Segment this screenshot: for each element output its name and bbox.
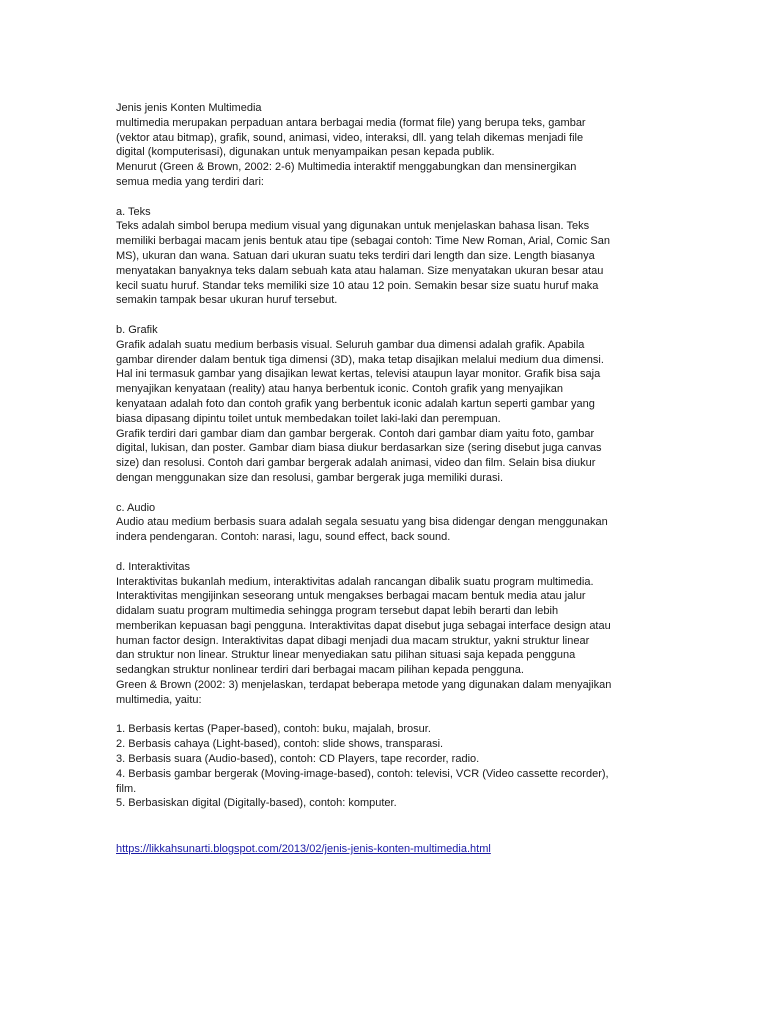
text-line: semakin tampak besar ukuran huruf tersebut.: [116, 294, 338, 307]
source-link[interactable]: https://likkahsunarti.blogspot.com/2013/02/jenis-jenis-konten-multimedia.html: [116, 843, 491, 856]
text-line: Menurut (Green & Brown, 2002: 2-6) Multimedia interaktif menggabungkan dan mensinergikan: [116, 161, 577, 174]
document-title: Jenis jenis Konten Multimedia: [116, 102, 262, 114]
list-item: 3. Berbasis suara (Audio-based), contoh: CD Players, tape recorder, radio.: [116, 753, 480, 766]
text-line: gambar dirender dalam bentuk tiga dimensi (3D), maka tetap disajikan melalui medium dua dimensi.: [116, 353, 604, 366]
intro-paragraph: [116, 116, 656, 190]
section-teks: [116, 205, 656, 309]
text-line: multimedia merupakan perpaduan antara berbagai media (format file) yang berupa teks, gambar: [116, 116, 586, 129]
text-line: Interaktivitas bukanlah medium, interaktivitas adalah rancangan dibalik suatu program multimedia.: [116, 575, 594, 588]
text-line: dan struktur non linear. Struktur linear menyediakan satu pilihan situasi saja kepada pengguna: [116, 649, 576, 662]
text-line: Green & Brown (2002: 3) menjelaskan, terdapat beberapa metode yang digunakan dalam menyajikan: [116, 679, 612, 692]
text-line: indera pendengaran. Contoh: narasi, lagu, sound effect, back sound.: [116, 531, 451, 544]
text-line: Teks adalah simbol berupa medium visual yang digunakan untuk menjelaskan bahasa lisan. Teks: [116, 220, 590, 233]
text-line: semua media yang terdiri dari:: [116, 175, 264, 188]
text-line: sedangkan struktur nonlinear terdiri dari berbagai macam pilihan kepada pengguna.: [116, 664, 524, 677]
list-item: 2. Berbasis cahaya (Light-based), contoh: slide shows, transparasi.: [116, 738, 444, 751]
text-line: biasa dipasang dipintu toilet untuk membedakan toilet laki-laki dan perempuan.: [116, 412, 501, 425]
text-line: digital, lukisan, dan poster. Gambar diam biasa diukur berdasarkan size (sering disebut juga canvas: [116, 442, 602, 455]
section-heading: b. Grafik: [116, 323, 158, 336]
text-line: Hal ini termasuk gambar yang disajikan lewat kertas, televisi ataupun layar monitor. Grafik bisa saja: [116, 368, 601, 381]
methods-list: [116, 722, 656, 811]
text-line: multimedia, yaitu:: [116, 693, 202, 706]
document-body: [116, 101, 656, 857]
text-line: Audio atau medium berbasis suara adalah segala sesuatu yang bisa didengar dengan menggunakan: [116, 516, 608, 529]
section-grafik: [116, 323, 656, 486]
text-line: (vektor atau bitmap), grafik, sound, animasi, video, interaksi, dll. yang telah dikemas menjadi file: [116, 131, 584, 144]
section-audio: [116, 501, 656, 545]
list-item: 5. Berbasiskan digital (Digitally-based), contoh: komputer.: [116, 797, 397, 810]
text-line: MS), ukuran dan wana. Satuan dari ukuran suatu teks terdiri dari length dan size. Length biasanya: [116, 249, 595, 262]
text-line: didalam suatu program multimedia sehingga program tersebut dapat lebih berarti dan lebih: [116, 605, 559, 618]
section-heading: d. Interaktivitas: [116, 560, 190, 573]
source-link-row: [116, 842, 656, 857]
text-line: menyajikan kenyataan (reality) atau hanya berbentuk iconic. Contoh grafik yang menyajikan: [116, 383, 563, 396]
list-item: 1. Berbasis kertas (Paper-based), contoh: buku, majalah, brosur.: [116, 723, 431, 736]
text-line: Grafik adalah suatu medium berbasis visual. Seluruh gambar dua dimensi adalah grafik. Apabila: [116, 338, 585, 351]
list-item: 4. Berbasis gambar bergerak (Moving-image-based), contoh: televisi, VCR (Video cassette recorder),: [116, 767, 609, 780]
text-line: digital (komputerisasi), digunakan untuk menyampaikan pesan kepada publik.: [116, 146, 495, 159]
text-line: kenyataan adalah foto dan contoh grafik yang berbentuk iconic adalah kartun seperti gambar yang: [116, 397, 595, 410]
text-line: size) dan resolusi. Contoh dari gambar bergerak adalah animasi, video dan film. Selain bisa diukur: [116, 457, 596, 470]
text-line: menyatakan banyaknya teks dalam sebuah kata atau halaman. Size menyatakan ukuran besar atau: [116, 264, 604, 277]
list-item: film.: [116, 782, 137, 795]
text-line: Grafik terdiri dari gambar diam dan gambar bergerak. Contoh dari gambar diam yaitu foto, gambar: [116, 427, 595, 440]
text-line: memberikan kepuasan bagi pengguna. Interaktivitas dapat disebut juga sebagai interface design atau: [116, 619, 611, 632]
text-line: Interaktivitas mengijinkan seseorang untuk mengakses berbagai macam bentuk media atau jalur: [116, 590, 586, 603]
text-line: kecil suatu huruf. Standar teks memiliki size 10 atau 12 poin. Semakin besar size suatu huruf maka: [116, 279, 599, 292]
section-heading: a. Teks: [116, 205, 151, 218]
section-interaktivitas: [116, 560, 656, 708]
text-line: dengan menggunakan size dan resolusi, gambar bergerak juga memiliki durasi.: [116, 471, 504, 484]
section-heading: c. Audio: [116, 501, 156, 514]
text-line: human factor design. Interaktivitas dapat dibagi menjadi dua macam struktur, yakni struktur linear: [116, 634, 590, 647]
text-line: memiliki berbagai macam jenis bentuk atau tipe (sebagai contoh: Time New Roman, Arial, Comic San: [116, 235, 611, 248]
